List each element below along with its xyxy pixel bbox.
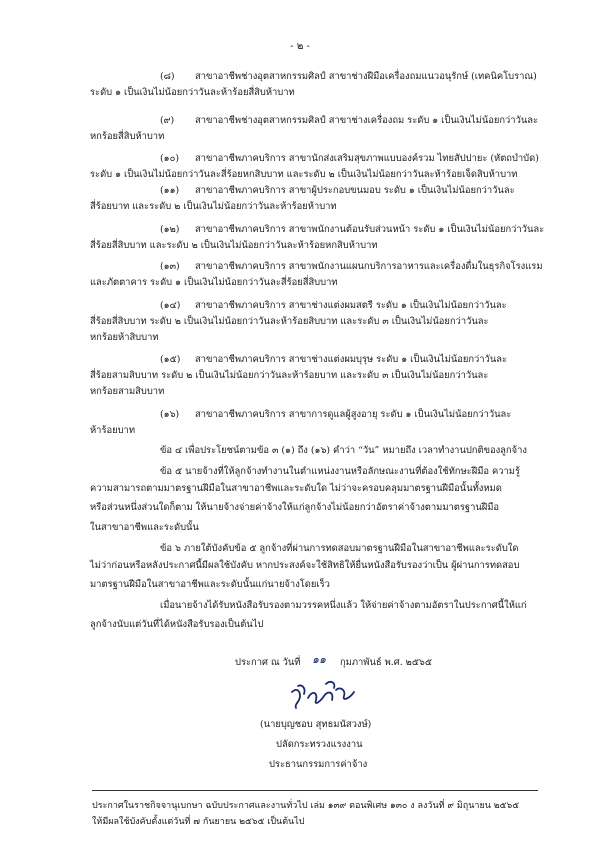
handwritten-signature <box>288 678 368 712</box>
item-text-line: สี่ร้อยบาท และระดับ ๒ เป็นเงินไม่น้อยกว่าวันละห้าร้อยห้าบาท <box>90 201 337 212</box>
item-text-line: หกร้อยห้าสิบบาท <box>90 332 159 343</box>
item-text-line: หกร้อยสี่สิบห้าบาท <box>90 131 165 142</box>
item-text-line: สาขาอาชีพช่างอุตสาหกรรมศิลป์ สาขาช่างฝีมือเครื่องถมแนวอนุรักษ์ (เทคนิคโบราณ) <box>195 71 537 82</box>
item-number: (๙) <box>160 115 175 126</box>
item-text-line: สาขาอาชีพช่างอุตสาหกรรมศิลป์ สาขาช่างเครื่องถม ระดับ ๑ เป็นเงินไม่น้อยกว่าวันละ <box>195 115 539 126</box>
item-text-line: ห้าร้อยบาท <box>90 425 135 436</box>
item-text-line: สาขาอาชีพภาคบริการ สาขาผู้ประกอบขนมอบ ระดับ ๑ เป็นเงินไม่น้อยกว่าวันละ <box>195 185 515 196</box>
clause-text-line: ในสาขาอาชีพและระดับนั้น <box>90 522 199 533</box>
footer-text-line: ประกาศในราชกิจจานุเบกษา ฉบับประกาศและงานทั่วไป เล่ม ๑๓๙ ตอนพิเศษ ๑๓๐ ง ลงวันที่ ๙ มิถุนายน ๒๕๖๕ <box>92 801 520 811</box>
footer-text-line: ให้มีผลใช้บังคับตั้งแต่วันที่ ๗ กันยายน ๒๕๖๕ เป็นต้นไป <box>92 817 305 827</box>
signatory-title: ปลัดกระทรวงแรงงาน <box>276 739 363 750</box>
item-text-line: สี่ร้อยสี่สิบบาท ระดับ ๒ เป็นเงินไม่น้อยกว่าวันละห้าร้อยสิบบาท และระดับ ๓ เป็นเงินไม่น้อยกว่าวันละ <box>90 316 489 327</box>
item-text-line: สาขาอาชีพภาคบริการ สาขาการดูแลผู้สูงอายุ ระดับ ๑ เป็นเงินไม่น้อยกว่าวันละ <box>195 409 512 420</box>
handwritten-day: ๑๑ <box>312 653 326 666</box>
footer-divider <box>92 790 538 791</box>
clause-text-line: ไม่ว่าก่อนหรือหลังประกาศนี้มีผลใช้บังคับ หากประสงค์จะใช้สิทธิให้ยื่นหนังสือรับรองว่าเป็น ผู้ผ่านการทดสอบ <box>90 560 520 571</box>
item-text-line: สี่ร้อยสี่สิบบาท และระดับ ๒ เป็นเงินไม่น้อยกว่าวันละห้าร้อยหกสิบห้าบาท <box>90 240 378 251</box>
clause-text-line: ลูกจ้างนับแต่วันที่ได้หนังสือรับรองเป็นต้นไป <box>90 619 264 630</box>
item-text-line: สาขาอาชีพภาคบริการ สาขาพนักงานแผนกบริการอาหารและเครื่องดื่มในธุรกิจโรงแรม <box>195 261 543 272</box>
item-number: (๑๐) <box>160 153 179 164</box>
clause-text-line: ข้อ ๔ เพื่อประโยชน์ตามข้อ ๓ (๑) ถึง (๑๖) คำว่า “วัน” หมายถึง เวลาทำงานปกติของลูกจ้าง <box>160 445 527 456</box>
item-text-line: สาขาอาชีพภาคบริการ สาขาพนักงานต้อนรับส่วนหน้า ระดับ ๑ เป็นเงินไม่น้อยกว่าวันละ <box>195 224 545 235</box>
item-text-line: สาขาอาชีพภาคบริการ สาขานักส่งเสริมสุขภาพแบบองค์รวม ไทยสัปปายะ (หัตถบำบัด) <box>195 153 539 164</box>
item-text-line: สาขาอาชีพภาคบริการ สาขาช่างแต่งผมสตรี ระดับ ๑ เป็นเงินไม่น้อยกว่าวันละ <box>195 300 507 311</box>
page-number: - ๒ - <box>290 41 310 52</box>
item-number: (๑๑) <box>160 185 180 196</box>
announcement-prefix: ประกาศ ณ วันที่ <box>235 657 301 668</box>
item-text-line: และภัตตาคาร ระดับ ๑ เป็นเงินไม่น้อยกว่าวันละสี่ร้อยสี่สิบบาท <box>90 277 338 288</box>
signatory-title: ประธานกรรมการค่าจ้าง <box>269 759 368 770</box>
clause-text-line: เมื่อนายจ้างได้รับหนังสือรับรองตามวรรคหนึ่งแล้ว ให้จ่ายค่าจ้างตามอัตราในประกาศนี้ให้แก่ <box>160 600 527 611</box>
clause-text-line: หรือส่วนหนึ่งส่วนใดก็ตาม ให้นายจ้างจ่ายค่าจ้างให้แก่ลูกจ้างไม่น้อยกว่าอัตราค่าจ้างตามมาตรฐานฝีมือ <box>90 502 500 513</box>
announcement-month-year: กุมภาพันธ์ พ.ศ. ๒๕๖๕ <box>340 657 432 668</box>
item-text-line: หกร้อยสามสิบบาท <box>90 386 165 397</box>
clause-text-line: ข้อ ๕ นายจ้างที่ให้ลูกจ้างทำงานในตำแหน่งงานหรือลักษณะงานที่ต้องใช้ทักษะฝีมือ ความรู้ <box>160 466 520 477</box>
item-number: (๑๒) <box>160 224 180 235</box>
item-text-line: สาขาอาชีพภาคบริการ สาขาช่างแต่งผมบุรุษ ระดับ ๑ เป็นเงินไม่น้อยกว่าวันละ <box>195 354 508 365</box>
item-text-line: สี่ร้อยสามสิบบาท ระดับ ๒ เป็นเงินไม่น้อยกว่าวันละห้าร้อยบาท และระดับ ๓ เป็นเงินไม่น้อยกว่าวันละ <box>90 370 489 381</box>
item-number: (๑๕) <box>160 354 181 365</box>
signatory-name: (นายบุญชอบ สุทธมนัสวงษ์) <box>260 719 372 730</box>
item-number: (๑๔) <box>160 300 181 311</box>
clause-text-line: ความสามารถตามมาตรฐานฝีมือในสาขาอาชีพและระดับใด ไม่ว่าจะครอบคลุมมาตรฐานฝีมือนั้นทั้งหมด <box>90 483 502 494</box>
clause-text-line: มาตรฐานฝีมือในสาขาอาชีพและระดับนั้นแก่นายจ้างโดยเร็ว <box>90 579 330 590</box>
item-text-line: ระดับ ๑ เป็นเงินไม่น้อยกว่าวันละห้าร้อยสี่สิบห้าบาท <box>90 87 295 98</box>
clause-text-line: ข้อ ๖ ภายใต้บังคับข้อ ๕ ลูกจ้างที่ผ่านการทดสอบมาตรฐานฝีมือในสาขาอาชีพและระดับใด <box>160 543 519 554</box>
item-number: (๑๓) <box>160 261 180 272</box>
item-number: (๑๖) <box>160 409 180 420</box>
item-number: (๘) <box>160 71 175 82</box>
item-text-line: ระดับ ๑ เป็นเงินไม่น้อยกว่าวันละสี่ร้อยหกสิบบาท และระดับ ๒ เป็นเงินไม่น้อยกว่าวันละห้าร้อยเจ็ดสิบห้าบาท <box>90 169 518 180</box>
